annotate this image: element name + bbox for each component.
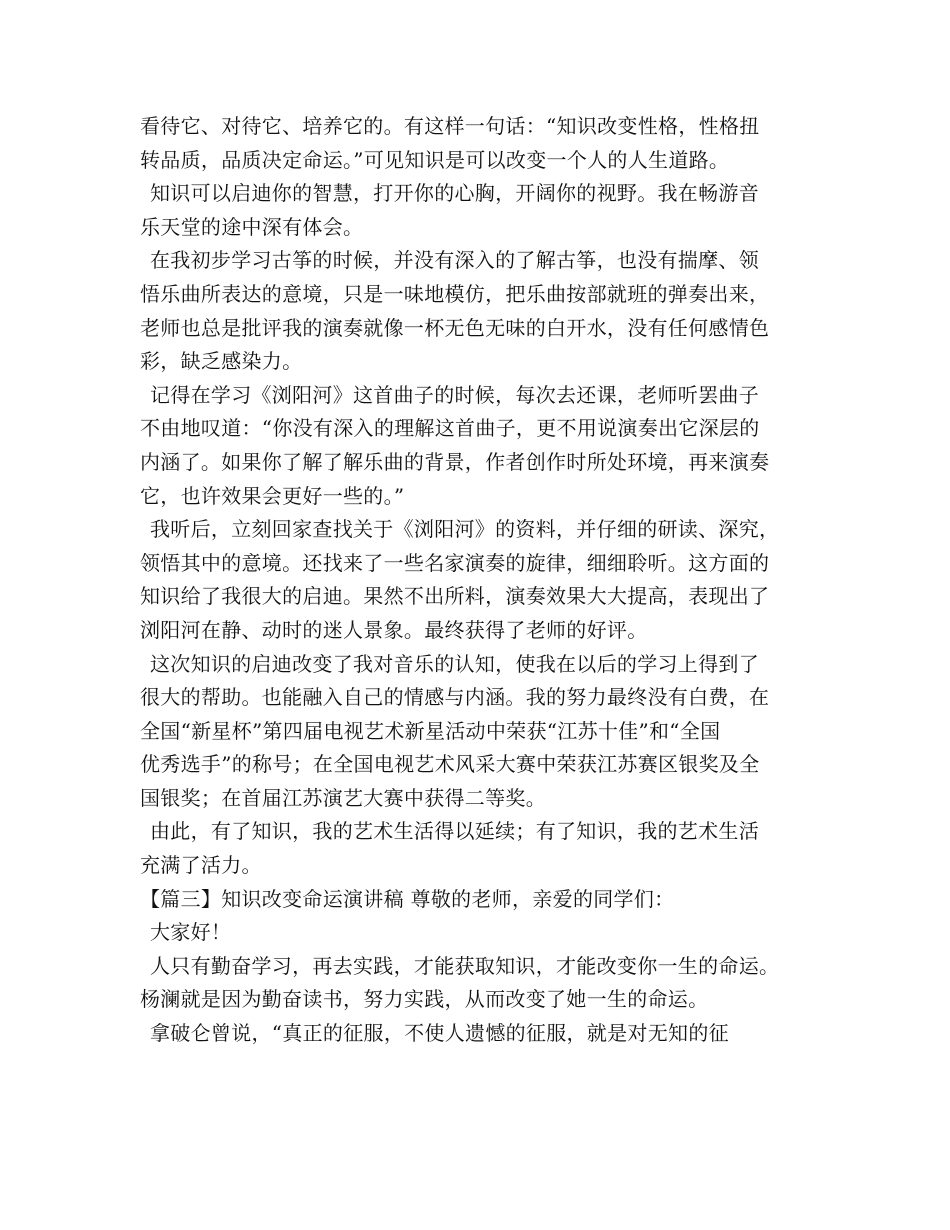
text-line: 看待它、对待它、培养它的。有这样一句话：“知识改变性格，性格扭 bbox=[140, 114, 760, 138]
text-line: 知识可以启迪你的智慧，打开你的心胸，开阔你的视野。我在畅游音 bbox=[150, 181, 759, 206]
text-line: 浏阳河在静、动时的迷人景象。最终获得了老师的好评。 bbox=[140, 617, 648, 642]
text-line: 由此，有了知识，我的艺术生活得以延续；有了知识，我的艺术生活 bbox=[150, 819, 759, 844]
text-line: 国银奖；在首届江苏演艺大赛中获得二等奖。 bbox=[140, 785, 546, 810]
text-line: 全国“新星杯”第四届电视艺术新星活动中荣获“江苏十佳”和“全国 bbox=[140, 718, 721, 743]
text-line: 杨澜就是因为勤奋读书，努力实践，从而改变了她一生的命运。 bbox=[140, 987, 709, 1012]
text-line: 大家好！ bbox=[150, 920, 232, 945]
text-line: 拿破仑曾说，“真正的征服，不使人遗憾的征服，就是对无知的征 bbox=[150, 1021, 729, 1046]
text-line: 不由地叹道：“你没有深入的理解这首曲子，更不用说演奏出它深层的 bbox=[140, 416, 760, 441]
text-line: 乐天堂的途中深有体会。 bbox=[140, 214, 364, 239]
document-text-body bbox=[140, 110, 840, 1051]
text-line: 彩，缺乏感染力。 bbox=[140, 349, 303, 374]
text-line: 优秀选手”的称号；在全国电视艺术风采大赛中荣获江苏赛区银奖及全 bbox=[140, 752, 760, 777]
text-line: 这次知识的启迪改变了我对音乐的认知，使我在以后的学习上得到了 bbox=[150, 651, 759, 676]
text-line: 记得在学习《浏阳河》这首曲子的时候，每次去还课，老师听罢曲子 bbox=[150, 382, 759, 407]
text-line: 老师也总是批评我的演奏就像一杯无色无味的白开水，没有任何感情色 bbox=[140, 315, 770, 340]
text-line: 领悟其中的意境。还找来了一些名家演奏的旋律，细细聆听。这方面的 bbox=[140, 550, 770, 575]
text-line: 悟乐曲所表达的意境，只是一味地模仿，把乐曲按部就班的弹奏出来， bbox=[140, 281, 770, 306]
text-line: 人只有勤奋学习，再去实践，才能获取知识，才能改变你一生的命运。 bbox=[150, 953, 780, 978]
text-line: 它，也许效果会更好一些的。” bbox=[140, 483, 405, 508]
text-line: 我听后，立刻回家查找关于《浏阳河》的资料，并仔细的研读、深究， bbox=[150, 517, 780, 542]
text-line: 内涵了。如果你了解了解乐曲的背景，作者创作时所处环境，再来演奏 bbox=[140, 449, 770, 474]
text-line: 在我初步学习古筝的时候，并没有深入的了解古筝，也没有揣摩、领 bbox=[150, 248, 759, 273]
text-line: 【篇三】知识改变命运演讲稿 尊敬的老师，亲爱的同学们： bbox=[140, 886, 675, 911]
text-line: 很大的帮助。也能融入自己的情感与内涵。我的努力最终没有白费，在 bbox=[140, 685, 770, 710]
text-line: 充满了活力。 bbox=[140, 853, 262, 878]
text-line: 知识给了我很大的启迪。果然不出所料，演奏效果大大提高，表现出了 bbox=[140, 584, 770, 609]
text-line: 转品质，品质决定命运。”可见知识是可以改变一个人的人生道路。 bbox=[140, 147, 730, 172]
